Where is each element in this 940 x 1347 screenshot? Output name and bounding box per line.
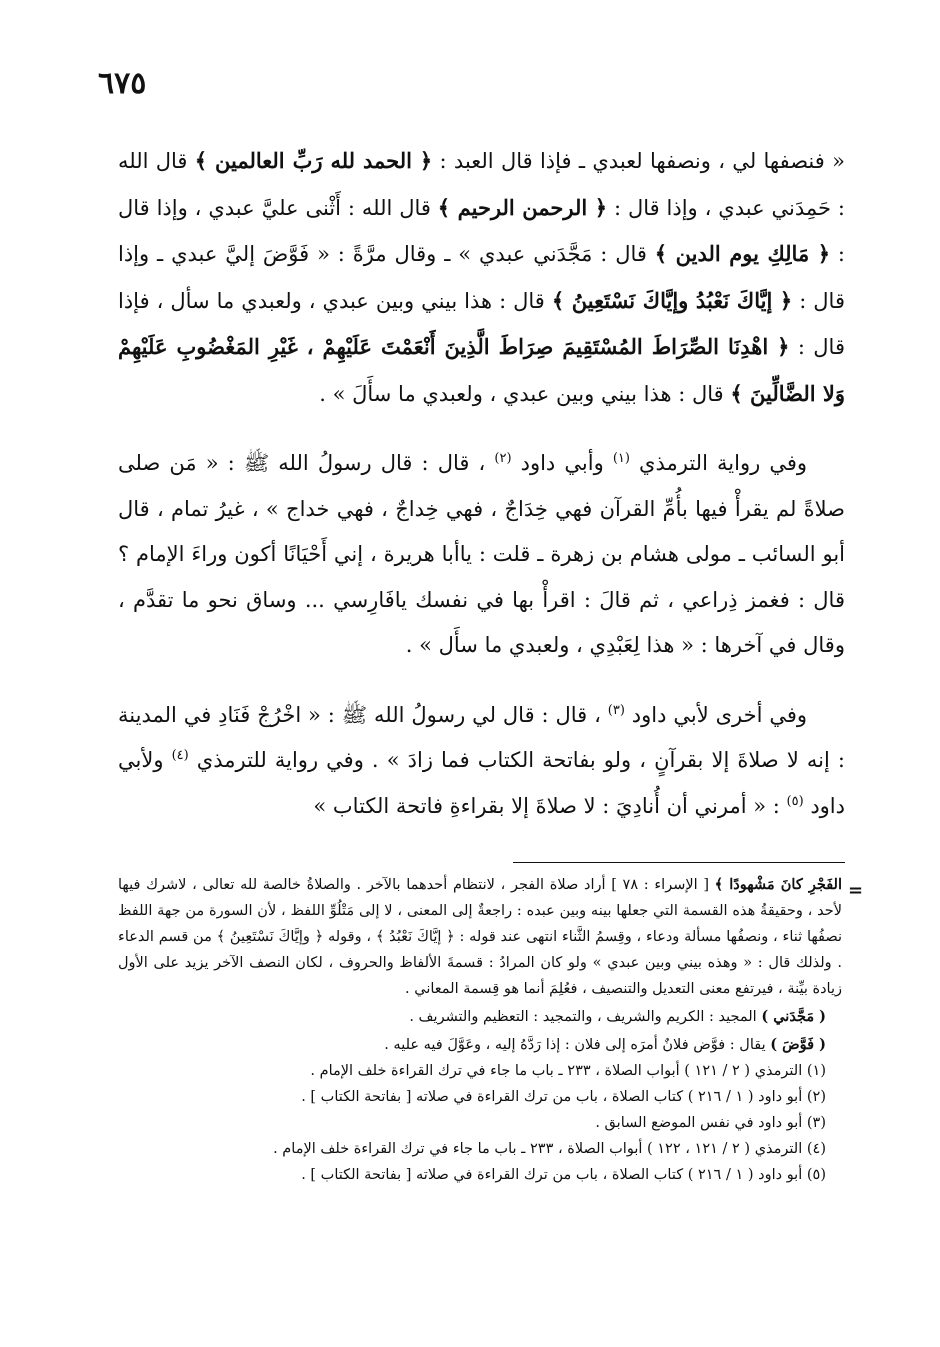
reference-note: (١) الترمذي ( ٢ / ١٢١ ) أبواب الصلاة ، ٢٣٣ ـ باب ما جاء في ترك القراءة خلف الإمام . (310, 1063, 826, 1079)
text-run: وفي أخرى لأبي داود (624, 702, 808, 727)
footnote-continuation-mark: = (848, 880, 864, 901)
quran-verse: ﴿ الحمد لله رَبِّ العالمين ﴾ (194, 148, 433, 173)
footnote-ref: (١) (612, 451, 630, 466)
reference-note: (٣) أبو داود في نفس الموضع السابق . (595, 1115, 826, 1131)
footnote-ref: (٣) (607, 702, 625, 718)
text-run: قال الله : حَمِدَني عبدي ، وإذا قال : (118, 149, 845, 220)
gloss-text: المجيد : الكريم والشريف ، والتمجيد : التعظيم والتشريف . (409, 1009, 762, 1025)
reference-note: (٤) الترمذي ( ٢ / ١٢١ ، ١٢٢ ) أبواب الصلاة ، ٢٣٣ ـ باب ما جاء في ترك القراءة خلف الإمام . (273, 1141, 826, 1157)
text-run: ، قال : قال رسولُ الله ﷺ : « مَن صلى صلاةً لم يقرأْ فيها بأُمِّ القرآن فهي خِدَاجٌ ، فهي خِداجٌ ، فهي خداج » ، غيرُ تمام ، قال أبو السائب ـ مولى هشام بن زهرة ـ قلت : ياأبا هريرة ، إني أَحْيَانًا أكون وراءَ الإمام ؟ قال : فغمز ذِراعي ، ثم قالَ : اقرأْ بها في نفسك يافَارِسي ... وساق نحو ما تقدَّم ، وقال في آخرها : « هذا لِعَبْدِي ، ولعبدي ما سأَل » . (118, 451, 845, 657)
gloss-item (118, 1004, 842, 1030)
footnote-ref: (٢) (494, 451, 512, 466)
quran-verse: ﴿ إيَّاكَ نَعْبُدُ وإيَّاكَ نَسْتَعِينُ ﴾ (551, 287, 793, 313)
footnote-divider (513, 862, 845, 863)
reference-note: (٢) أبو داود ( ١ / ٢١٦ ) كتاب الصلاة ، باب من ترك القراءة في صلاته [ بفاتحة الكتاب ] . (301, 1089, 826, 1105)
footnote-ref: (٥) (786, 793, 804, 809)
main-text (118, 138, 845, 829)
text-run: : « أمرني أن أُنادِيَ : لا صلاةَ إلا بقراءةِ فاتحة الكتاب » (313, 793, 787, 818)
text-run: قال : هذا بيني وبين عبدي ، ولعبدي ما سأل ، فإذا قال : (118, 288, 845, 359)
text-run: وفي رواية الترمذي (629, 451, 808, 475)
gloss-text: يقال : فوَّض فلانٌ أمرَه إلى فلان : إذا رَدَّهُ إليه ، وعَوَّلَ فيه عليه . (384, 1037, 771, 1053)
text-run: ولأبي داود (118, 748, 845, 818)
gloss-item (118, 1032, 842, 1058)
body-paragraph (118, 693, 845, 830)
page-number: ٦٧٥ (98, 66, 147, 101)
gloss-term: ( مَجَّدَني ) (761, 1008, 826, 1025)
commentary-lead: الفَجْرِ كانَ مَشْهودًا ﴾ (714, 876, 842, 893)
footnote-ref: (٤) (171, 748, 189, 763)
quran-verse: ﴿ اهْدِنَا الصِّرَاطَ المُسْتَقِيمَ صِرَاطَ الَّذِينَ أَنْعَمْتَ عَلَيْهِمْ ، غَيْرِ المَغْضُوبِ عَلَيْهِمْ وَلا الضَّالِّينَ ﴾ (118, 334, 845, 406)
commentary-text: [ الإسراء : ٧٨ ] أراد صلاة الفجر ، لانتظام أحدهما بالآخر . والصلاةُ خالصة لله تعالى ، لاشرك فيها لأحد ، وحقيقةُ هذه القسمة التي جعلها بينه وبين عبده : راجعةٌ إلى المعنى ، لا إلى مَتْلُوِّ اللفظ ، لأن السورة من جهة اللفظ نصفُها ثناء ، ونصفُها مسألة ودعاء ، وقِسمُ الثَّناء انتهى عند قوله : ﴿ إيَّاكَ نَعْبُدُ ﴾ ، وقوله ﴿ وإيَّاكَ نَسْتَعِينُ ﴾ من قسم الدعاء . ولذلك قال : « وهذه بيني وبين عبدي » ولو كان المرادُ : قسمةَ الألفاظ والحروف ، لكان النصف الآخر يزيد على الأول زيادة بيِّنة ، فيرتفع معنى التعديل والتنصيف ، فعُلِمَ أنما هو قِسمة المعاني . (118, 877, 842, 997)
body-paragraph (118, 441, 845, 669)
reference-note: (٥) أبو داود ( ١ / ٢١٦ ) كتاب الصلاة ، باب من ترك القراءة في صلاته [ بفاتحة الكتاب ] . (301, 1167, 826, 1183)
footnote-commentary (118, 872, 842, 1002)
text-run: قال : مَجَّدَني عبدي » ـ وقال مرَّةً : « فَوَّضَ إليَّ عبدي ـ وإذا قال : (118, 242, 845, 313)
text-run: قال الله : أَثْنى عليَّ عبدي ، وإذا قال : (118, 195, 845, 266)
quran-verse: ﴿ مَالِكِ يوم الدين ﴾ (654, 241, 831, 266)
footnotes (118, 872, 842, 1188)
text-run: « فنصفها لي ، ونصفها لعبدي ـ فإذا قال العبد : (432, 149, 845, 173)
text-run: وأبي داود (511, 451, 613, 475)
gloss-term: ( فَوَّضَ ) (770, 1036, 826, 1053)
body-paragraph (118, 138, 845, 417)
text-run: ، قال : قال لي رسولُ الله ﷺ : « اخْرُجْ فَنَادِ في المدينة : إنه لا صلاةَ إلا بقرآنٍ ، ولو بفاتحة الكتاب فما زادَ » . وفي رواية للترمذي (118, 702, 845, 772)
quran-verse: ﴿ الرحمن الرحيم ﴾ (437, 194, 608, 220)
text-run: قال : هذا بيني وبين عبدي ، ولعبدي ما سأَلَ » . (319, 381, 731, 406)
